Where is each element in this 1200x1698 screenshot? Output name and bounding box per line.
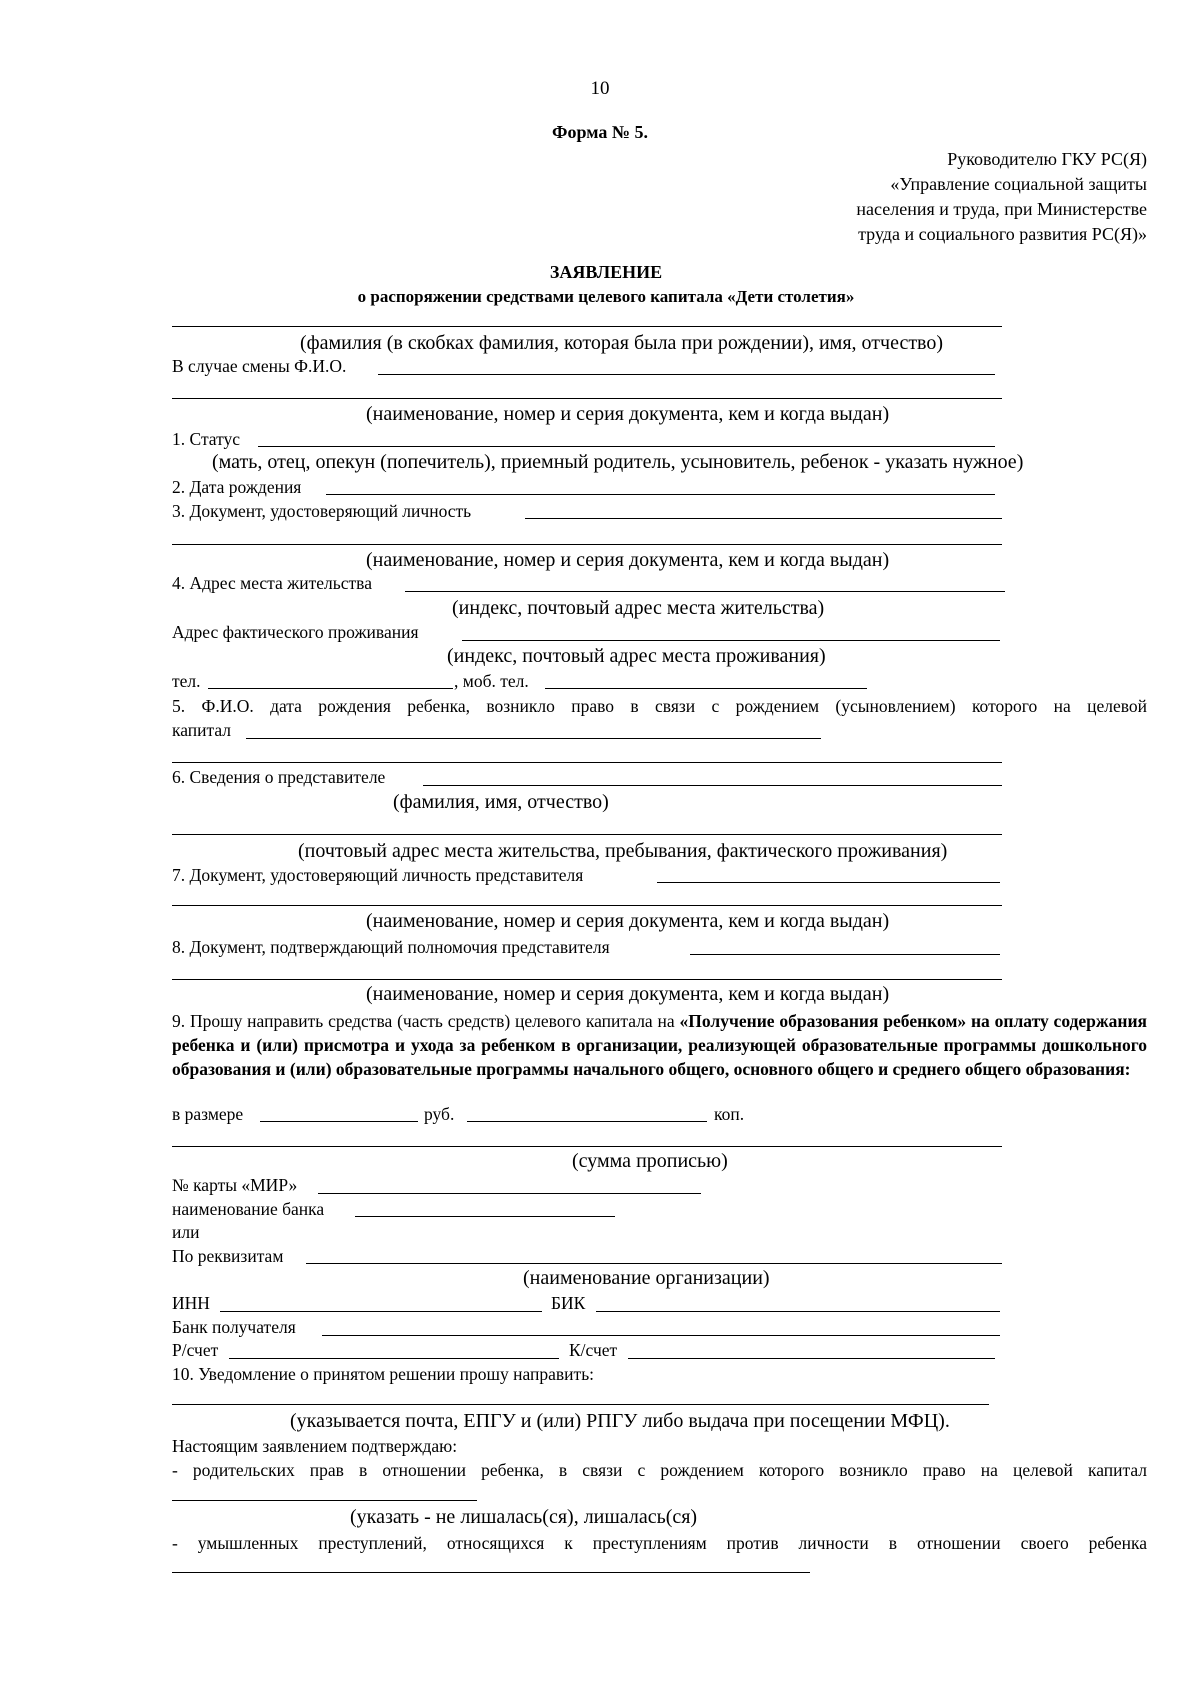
rep-authority-doc-label: 8. Документ, подтверждающий полномочия представителя — [172, 937, 610, 957]
amount-words-field[interactable] — [172, 1146, 1002, 1147]
recipient-bank-label: Банк получателя — [172, 1317, 296, 1337]
addressee-line: «Управление социальной защиты — [890, 174, 1147, 194]
residence-caption: (индекс, почтовый адрес места жительства) — [452, 597, 825, 619]
account-field[interactable] — [229, 1358, 559, 1359]
child-label: 5. Ф.И.О. дата рождения ребенка, возникло право в связи с рождением (усыновлением) которого на целевой — [172, 696, 1147, 716]
notify-field[interactable] — [172, 1404, 989, 1405]
sum-words-caption: (сумма прописью) — [572, 1150, 728, 1172]
doc-caption: (наименование, номер и серия документа, кем и когда выдан) — [366, 549, 890, 571]
fio-change-field[interactable] — [378, 374, 995, 375]
deprived-caption: (указать - не лишалась(ся), лишалась(ся) — [350, 1506, 698, 1528]
fio-change-doc-field[interactable] — [172, 398, 1002, 399]
parental-rights-label: - родительских прав в отношении ребенка, в связи с рождением которого возникло право на целевой капитал — [172, 1460, 1147, 1480]
item9-text: 9. Прошу направить средства (часть средств) целевого капитала на — [172, 1011, 680, 1031]
child-extra-field[interactable] — [172, 762, 1002, 763]
actual-residence-label: Адрес фактического проживания — [172, 622, 419, 642]
corr-account-label: К/счет — [569, 1340, 618, 1360]
confirm-label: Настоящим заявлением подтверждаю: — [172, 1436, 458, 1456]
mob-tel-field[interactable] — [545, 688, 867, 689]
amount-kop-field[interactable] — [467, 1121, 707, 1122]
inn-field[interactable] — [220, 1311, 542, 1312]
doc-caption: (наименование, номер и серия документа, кем и когда выдан) — [366, 403, 890, 425]
rep-id-doc-field[interactable] — [657, 882, 1000, 883]
rep-info-label: 6. Сведения о представителе — [172, 767, 386, 787]
inn-label: ИНН — [172, 1293, 210, 1313]
rub-label: руб. — [424, 1104, 455, 1124]
child-label-cont: капитал — [172, 720, 232, 740]
rep-info-field[interactable] — [423, 785, 1002, 786]
tel-field[interactable] — [208, 688, 453, 689]
card-field[interactable] — [318, 1193, 701, 1194]
document-title: ЗАЯВЛЕНИЕ — [549, 262, 663, 282]
fio-field[interactable] — [172, 326, 1002, 327]
status-caption: (мать, отец, опекун (попечитель), приемный родитель, усыновитель, ребенок - указать нужное) — [212, 451, 1024, 473]
addressee-line: населения и труда, при Министерстве — [856, 199, 1147, 219]
residence-label: 4. Адрес места жительства — [172, 573, 372, 593]
recipient-bank-field[interactable] — [322, 1335, 1000, 1336]
rep-addr-caption: (почтовый адрес места жительства, пребывания, фактического проживания) — [298, 840, 948, 862]
bank-name-field[interactable] — [355, 1216, 615, 1217]
card-label: № карты «МИР» — [172, 1175, 298, 1195]
status-label: 1. Статус — [172, 429, 241, 449]
tel-label: тел. — [172, 671, 201, 691]
id-doc-extra-field[interactable] — [172, 544, 1002, 545]
org-name-caption: (наименование организации) — [523, 1267, 770, 1289]
rep-authority-doc-field[interactable] — [690, 954, 1000, 955]
rep-addr-field[interactable] — [172, 834, 1002, 835]
rep-id-doc-label: 7. Документ, удостоверяющий личность представителя — [172, 865, 584, 885]
rep-authority-doc-extra-field[interactable] — [172, 979, 1002, 980]
birth-date-label: 2. Дата рождения — [172, 477, 302, 497]
addressee-line: труда и социального развития РС(Я)» — [858, 224, 1147, 244]
parental-rights-field[interactable] — [172, 1500, 477, 1501]
status-field[interactable] — [258, 446, 995, 447]
crimes-label: - умышленных преступлений, относящихся к преступлениям против личности в отношении своего ребенка — [172, 1533, 1147, 1553]
addressee-line: Руководителю ГКУ РС(Я) — [947, 149, 1147, 169]
page-number: 10 — [590, 78, 610, 99]
item9-bold-text: «Получение образования ребенком» на оплату содержания ребенка и (или) присмотра и ухода за ребенком в организации, реализующей образовательные программы дошкольного образования и (или) образовательные программы начального общего, основного общего и среднего общего образования: — [172, 1011, 1147, 1079]
crimes-field[interactable] — [172, 1572, 810, 1573]
amount-label: в размере — [172, 1104, 244, 1124]
or-label: или — [172, 1222, 200, 1242]
id-doc-label: 3. Документ, удостоверяющий личность — [172, 501, 472, 521]
account-label: Р/счет — [172, 1340, 219, 1360]
fio-change-label: В случае смены Ф.И.О. — [172, 356, 347, 376]
actual-residence-caption: (индекс, почтовый адрес места проживания) — [447, 645, 826, 667]
child-field[interactable] — [246, 738, 821, 739]
residence-field[interactable] — [405, 591, 1005, 592]
addressee-block — [727, 147, 1147, 247]
doc-caption: (наименование, номер и серия документа, кем и когда выдан) — [366, 983, 890, 1005]
mob-tel-label: , моб. тел. — [454, 671, 529, 691]
birth-date-field[interactable] — [326, 494, 995, 495]
notify-label: 10. Уведомление о принятом решении прошу направить: — [172, 1364, 595, 1384]
item9-paragraph — [172, 1009, 1147, 1081]
notify-caption: (указывается почта, ЕПГУ и (или) РПГУ либо выдача при посещении МФЦ). — [290, 1410, 950, 1432]
kop-label: коп. — [714, 1104, 745, 1124]
bik-field[interactable] — [596, 1311, 1000, 1312]
amount-rub-field[interactable] — [260, 1121, 418, 1122]
fio-caption: (фамилия (в скобках фамилия, которая была при рождении), имя, отчество) — [300, 332, 944, 354]
document-subtitle: о распоряжении средствами целевого капитала «Дети столетия» — [357, 287, 855, 306]
doc-caption: (наименование, номер и серия документа, кем и когда выдан) — [366, 910, 890, 932]
id-doc-field[interactable] — [525, 518, 1002, 519]
by-details-label: По реквизитам — [172, 1246, 284, 1266]
corr-account-field[interactable] — [628, 1358, 995, 1359]
bank-name-label: наименование банка — [172, 1199, 325, 1219]
actual-residence-field[interactable] — [462, 640, 1000, 641]
org-name-field[interactable] — [306, 1263, 1002, 1264]
form-number: Форма № 5. — [552, 122, 648, 142]
rep-id-doc-extra-field[interactable] — [172, 905, 1002, 906]
bik-label: БИК — [551, 1293, 586, 1313]
rep-fio-caption: (фамилия, имя, отчество) — [393, 791, 609, 813]
